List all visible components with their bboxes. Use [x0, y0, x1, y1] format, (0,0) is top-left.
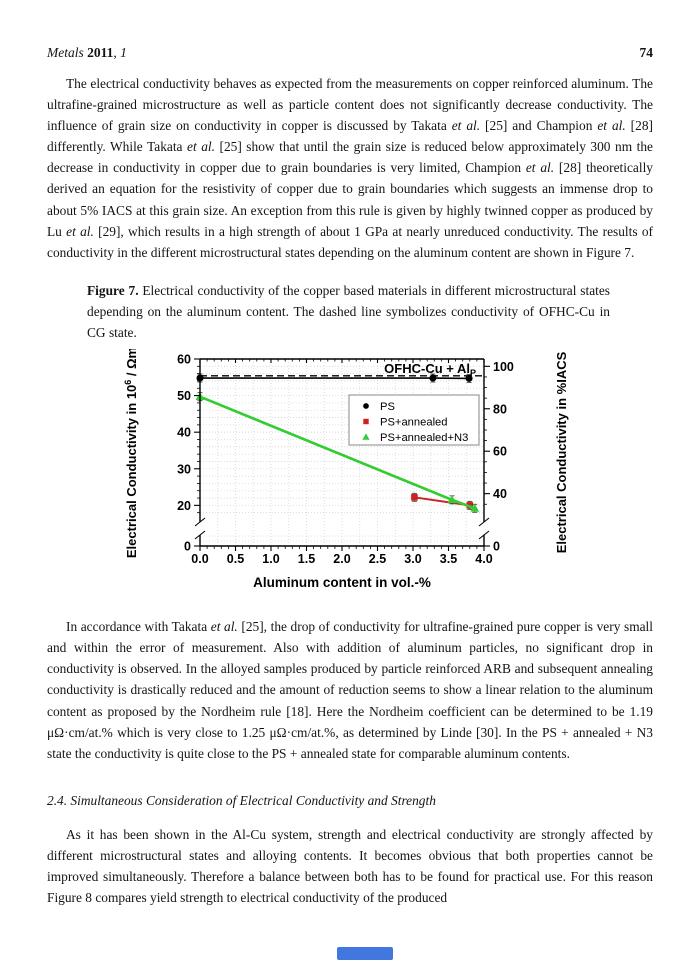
paragraph-conductivity: The electrical conductivity behaves as expected from the measurements on copper reinforced aluminum. The ultrafine-grained microstructure as well as particle content does not significantly decrease conductivity. The influence of grain size on conductivity in copper is discussed by Takata et al. [25] and Champion et al. [28] differently. While Takata et al. [25] show that until the grain size is reduced below approximately 300 nm the decrease in conductivity in copper due to grain boundaries is very limited, Champion et al. [28] theoretically derived an equation for the resistivity of copper due to grain boundaries which suggests an immense drop to about 5% IACS at this grain size. An exception from this rule is given by highly twinned copper as produced by Lu et al. [29], which results in a high strength of about 1 GPa at nearly unreduced conductivity. The results of conductivity in the different microstructural states depending on the aluminum content are shown in Figure 7.	[47, 76, 654, 260]
svg-text:Aluminum content in vol.-%: Aluminum content in vol.-%	[253, 575, 431, 591]
svg-text:OFHC-Cu + AlP: OFHC-Cu + $Al_P$	[384, 361, 476, 379]
svg-text:20: 20	[177, 498, 191, 513]
svg-text:30: 30	[177, 462, 191, 477]
svg-text:Electrical Conductivity in 106: Electrical Conductivity in $10^6$ / Ωm	[123, 349, 139, 559]
bottom-blue-marker	[337, 947, 393, 960]
svg-text:0.0: 0.0	[191, 552, 209, 567]
svg-text:40: 40	[177, 425, 191, 440]
figure7-chart	[120, 349, 580, 599]
section-heading-2-4: 2.4. Simultaneous Consideration of Electrical Conductivity and Strength	[47, 792, 436, 808]
svg-text:2.0: 2.0	[333, 552, 351, 567]
document-page	[47, 0, 653, 908]
figure7-caption: Figure 7. Electrical conductivity of the copper based materials in different microstructural states depending on the aluminum content. The dashed line symbolizes conductivity of OFHC-Cu in CG state.	[87, 282, 611, 341]
paragraph-nordheim: In accordance with Takata et al. [25], the drop of conductivity for ultrafine-grained pure copper is very small and within the error of measurement. Also with addition of aluminum particles, no significant drop in conductivity is observed. In the alloyed samples produced by particle reinforced ARB and subsequent annealing conductivity is drastically reduced and the amount of reduction seems to show a linear relation to the aluminum content as proposed by the Nordheim rule [18]. Here the Nordheim coefficient can be determined to be 1.19 μΩ·cm/at.% which is very close to 1.25 μΩ·cm/at.%, as determined by Linde [30]. In the PS + annealed + N3 state the conductivity is quite close to the PS + annealed state for comparable aluminum contents.	[47, 619, 653, 761]
svg-text:PS: PS	[380, 401, 395, 414]
svg-text:PS+annealed+N3: PS+annealed+N3	[380, 432, 469, 445]
svg-text:1.0: 1.0	[262, 552, 280, 567]
page-number: 74	[639, 45, 653, 60]
svg-text:0: 0	[493, 539, 500, 554]
svg-text:0: 0	[184, 539, 191, 554]
svg-text:0.5: 0.5	[226, 552, 245, 567]
svg-text:60: 60	[177, 352, 191, 367]
svg-text:PS+annealed: PS+annealed	[380, 416, 448, 429]
svg-text:60: 60	[493, 444, 507, 459]
svg-text:2.5: 2.5	[368, 552, 387, 567]
paragraph-alcu-strength: As it has been shown in the Al-Cu system, strength and electrical conductivity are strongly affected by different microstructural states and alloying contents. It becomes obvious that both properties cannot be improved simultaneously. Therefore a balance between both has to be found for practical use. For this reason Figure 8 compares yield strength to electrical conductivity of the produced	[47, 826, 653, 906]
figure7	[120, 349, 580, 604]
svg-text:3.0: 3.0	[404, 552, 422, 567]
svg-text:1.5: 1.5	[297, 552, 316, 567]
svg-text:3.5: 3.5	[439, 552, 458, 567]
svg-text:Electrical Conductivity in %IA: Electrical Conductivity in %IACS	[554, 351, 569, 554]
svg-text:50: 50	[177, 389, 191, 404]
svg-text:4.0: 4.0	[475, 552, 493, 567]
svg-text:100: 100	[493, 359, 514, 374]
journal-citation: Metals 2011, 1	[47, 45, 127, 60]
svg-text:80: 80	[493, 402, 507, 417]
svg-text:40: 40	[493, 487, 507, 502]
page-header	[47, 0, 653, 61]
